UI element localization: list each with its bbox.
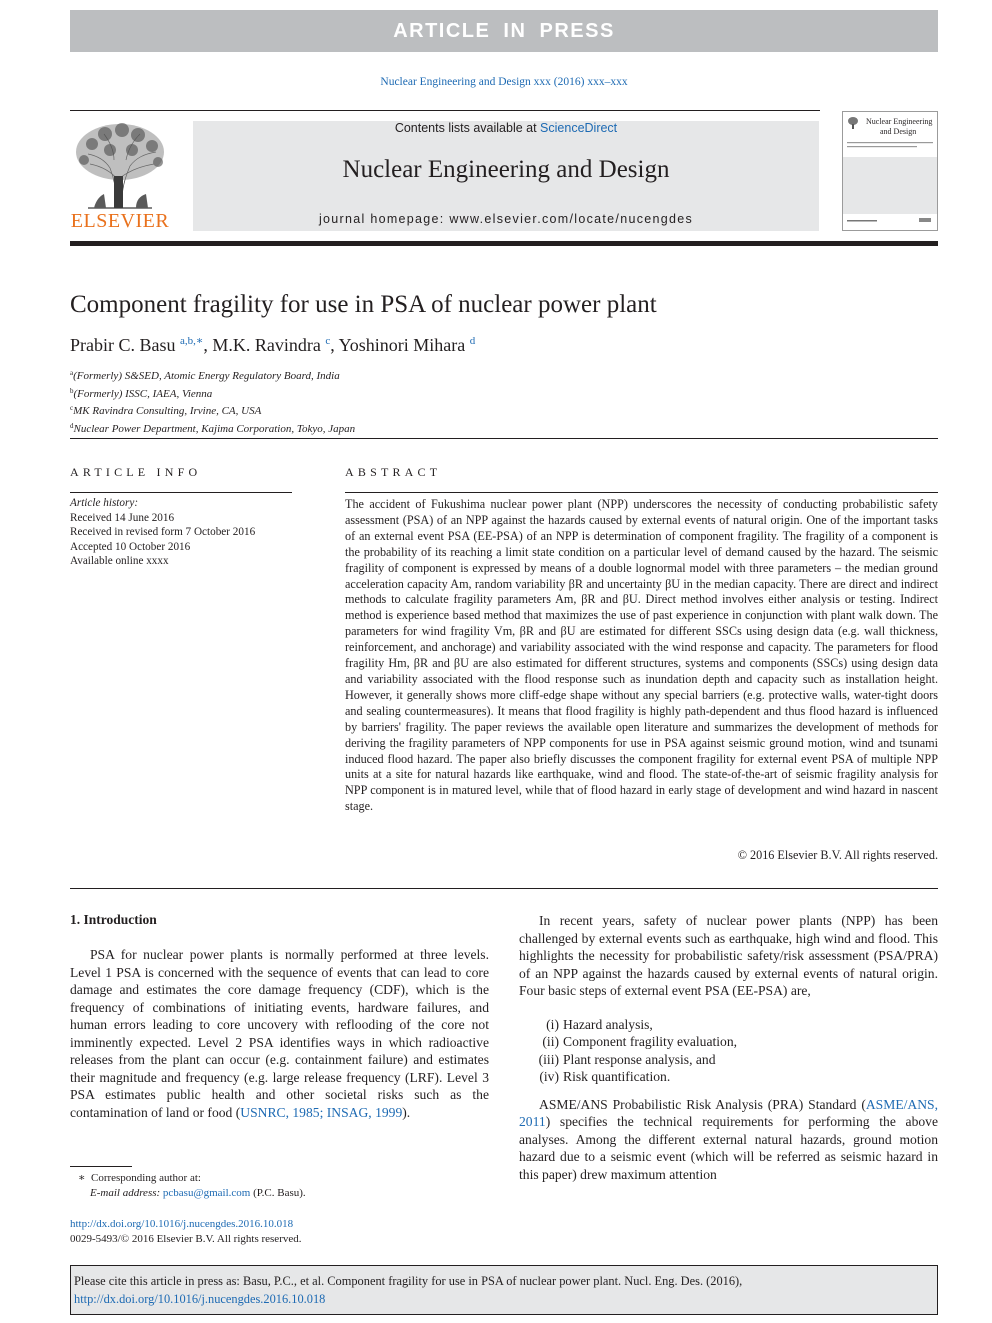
affiliation-text: Nuclear Power Department, Kajima Corporation, Tokyo, Japan (73, 422, 356, 435)
email-owner: (P.C. Basu). (253, 1187, 306, 1199)
issn-copyright-line: 0029-5493/© 2016 Elsevier B.V. All rights reserved. (70, 1232, 302, 1245)
affiliation-key: c (70, 404, 74, 412)
cover-journal-title (866, 117, 934, 137)
author-affiliation-marks[interactable]: c (325, 335, 331, 347)
article-history (70, 496, 292, 569)
homepage-prefix: journal homepage: (318, 212, 450, 226)
affiliation-item (70, 366, 930, 384)
author-name: Prabir C. Basu (70, 335, 180, 355)
cover-title-line2: and Design (880, 127, 917, 136)
history-label: Article history: (70, 497, 139, 509)
article-title: Component fragility for use in PSA of nuclear power plant (70, 291, 657, 318)
affiliation-key: b (70, 386, 74, 395)
footnote-rule (70, 1166, 132, 1167)
intro-paragraph-1 (70, 946, 489, 1121)
cover-tree-icon (847, 116, 859, 130)
affiliation-item (70, 401, 930, 419)
section-heading-introduction: 1. Introduction (70, 912, 157, 927)
body-rule (70, 888, 938, 889)
affiliation-item (70, 384, 930, 402)
email-label: E-mail address: (90, 1187, 161, 1199)
author-affiliation-marks[interactable]: d (469, 335, 476, 347)
cover-title-line1: Nuclear Engineering (866, 117, 933, 126)
affiliation-key: a (70, 369, 74, 377)
footnote-line-2 (70, 1186, 489, 1201)
step-text: Plant response analysis, and (563, 1051, 716, 1067)
affiliation-item (70, 419, 930, 437)
footnote-line-1 (70, 1171, 489, 1186)
ee-psa-step (519, 1033, 938, 1051)
step-text: Component fragility evaluation, (563, 1034, 738, 1049)
cite-doi-link[interactable]: http://dx.doi.org/10.1016/j.nucengdes.2016.10.018 (74, 1292, 326, 1306)
corresponding-author-footnote (70, 1171, 489, 1201)
doi-link[interactable]: http://dx.doi.org/10.1016/j.nucengdes.2016.10.018 (70, 1218, 294, 1230)
article-in-press-banner: ARTICLE IN PRESS (70, 10, 938, 52)
author-separator: , (203, 335, 213, 355)
intro-paragraph-2: In recent years, safety of nuclear power plants (NPP) has been challenged by external events such as earthquake, high wind and flood. This highlights the necessity for probabilistic safety/risk assessment (PSA/PRA) of an NPP against the hazards caused by external events of natural origin. Four basic steps of external event PSA (EE-PSA) are, (519, 913, 938, 998)
article-info-rule (70, 492, 292, 493)
journal-title: Nuclear Engineering and Design (342, 156, 670, 183)
elsevier-wordmark: ELSEVIER (70, 210, 170, 232)
history-received: Received 14 June 2016 (70, 511, 175, 524)
step-text: Hazard analysis, (563, 1016, 653, 1032)
cover-footer-marks (847, 216, 933, 226)
step-text: Risk quantification. (563, 1069, 671, 1084)
citation-usnrc-insag-link[interactable]: USNRC, 1985; INSAG, 1999 (240, 1104, 403, 1120)
abstract-text: The accident of Fukushima nuclear power plant (NPP) underscores the necessity of conducting probabilistic safety assessment (PSA) of an NPP against the hazards caused by external events of natural origin. One of the important tasks of an external event PSA (EE-PSA) of an NPP is determination of component fragility. The fragility of a component is the probability of its reaching a limit state condition on a particular level of demand caused by the hazard. The seismic fragility of component is expressed by means of a double lognormal model with three parameters – the median ground acceleration capacity Am, random variability βR and uncertainty βU in the median capacity. There are direct and indirect methods to calculate fragility parameters Am, βR and βU. Direct method involves either analysis or testing. Indirect method is experience based method that maximizes the use of past experience in conjunction with plant walk down. The parameters for wind fragility Vm, βR and βU are estimated for different SSCs using design data (e.g. wall thickness, reinforcement, and anchorage) and variability associated with the wind response and capacity. The parameters for flood fragility Hm, βR and βU are also estimated for different structures, systems and components (SSCs) using design data and variability associated with the flood response such as inundation depth and capacity such as installation height. However, it generally shows more cliff-edge shape without any special barriers (e.g. protective walls, water-tight doors and sealing countermeasures). It means that flood fragility is highly path-dependent and thus flood hazard is influenced by barriers' fragility. The paper reviews the available open literature and summarizes the development of methods for deriving the fragility parameters of NPP components for use in PSA against seismic ground motion, wind and tsunami induced flood hazard. The paper also briefly discusses the component fragility for external event PSA of multiple NPP units at a site for natural hazards like earthquake, wind and flood. The state-of-the-art of seismic fragility analysis for NPP component is in matured level, while that of flood hazard in early stage of development and wind hazard in nascent stage. (345, 497, 938, 814)
cover-middle-panel (843, 157, 937, 214)
author-list (70, 334, 930, 356)
abstract-heading: ABSTRACT (345, 465, 442, 479)
intro-paragraph-1-end: ). (402, 1104, 411, 1120)
author-name: M.K. Ravindra (212, 335, 326, 355)
footnote-mark: ∗ (78, 1172, 86, 1184)
author-separator: , (330, 335, 339, 355)
contents-available-line (193, 121, 819, 135)
author-affiliation-marks[interactable]: a,b,∗ (180, 335, 204, 347)
intro-paragraph-1-text: PSA for nuclear power plants is normally performed at three levels. Level 1 PSA is concerned with the sequence of events that can lead to core damage and estimates the core damage frequency (CDF), which is the frequency of combinations of initiating events, hardware failures, and human errors leading to core uncovery with reflooding of the core not imminently expected. Level 2 PSA identifies ways in which radioactive releases from the plant can occur (e.g. containment failure) and estimates their magnitude and frequency (e.g. large release frequency (LRF). Level 3 PSA estimates public health and other societal risks such as the contamination of land or food ( (70, 947, 489, 1120)
step-number: (ii) (542, 1034, 559, 1049)
intro-paragraph-3-start: ASME/ANS Probabilistic Risk Analysis (PRA) Standard ( (539, 1096, 866, 1112)
affiliation-list (70, 366, 930, 436)
article-info-heading: ARTICLE INFO (70, 465, 202, 479)
affiliation-text: (Formerly) S&SED, Atomic Energy Regulatory Board, India (73, 370, 340, 382)
author-name: Yoshinori Mihara (338, 335, 470, 355)
history-online: Available online xxxx (70, 555, 169, 567)
ee-psa-step (519, 1068, 938, 1086)
affiliation-key: d (70, 421, 74, 430)
journal-reference-link[interactable]: Nuclear Engineering and Design xxx (2016) xxx–xxx (380, 76, 628, 88)
sciencedirect-link[interactable]: ScienceDirect (540, 121, 618, 135)
cover-text-lines (847, 141, 933, 151)
step-number: (iii) (538, 1051, 559, 1067)
step-number: (i) (546, 1016, 559, 1032)
journal-homepage-line (193, 212, 819, 226)
right-column (519, 912, 938, 1183)
intro-paragraph-3-end: ) specifies the technical requirements for performing the above analyses. Among the different external natural hazards, ground motion hazard due to a seismic event (which will be referred as seismic hazard in this paper) drew maximum attention (519, 1114, 938, 1182)
doi-block (70, 1217, 489, 1246)
citation-asme-ans-link[interactable]: ASME/ANS, 2011 (519, 1096, 938, 1129)
abstract-rule (345, 492, 938, 493)
header-rule (70, 110, 820, 111)
intro-paragraph-3 (519, 1096, 938, 1184)
step-number: (iv) (539, 1069, 559, 1084)
homepage-url-link[interactable]: www.elsevier.com/locate/nucengdes (449, 212, 694, 226)
affiliation-text: (Formerly) ISSC, IAEA, Vienna (73, 387, 213, 400)
ee-psa-step (519, 1051, 938, 1069)
footnote-corresponding: Corresponding author at: (90, 1172, 201, 1184)
left-column (70, 946, 489, 1121)
author-email-link[interactable]: pcbasu@gmail.com (162, 1187, 251, 1199)
history-revised: Received in revised form 7 October 2016 (70, 526, 256, 538)
cite-text-body: Please cite this article in press as: Basu, P.C., et al. Component fragility for use in PSA of nuclear power plant. Nucl. Eng. Des. (2016), (74, 1274, 743, 1288)
abstract-copyright: © 2016 Elsevier B.V. All rights reserved. (737, 848, 938, 862)
contents-prefix: Contents lists available at (394, 121, 541, 135)
header-thick-rule (70, 241, 938, 246)
cite-this-article-text (74, 1272, 934, 1308)
ee-psa-step (519, 1016, 938, 1034)
section-rule (70, 438, 938, 439)
ee-psa-steps-list (519, 1016, 938, 1086)
history-accepted: Accepted 10 October 2016 (70, 540, 191, 553)
affiliation-text: MK Ravindra Consulting, Irvine, CA, USA (73, 405, 262, 417)
